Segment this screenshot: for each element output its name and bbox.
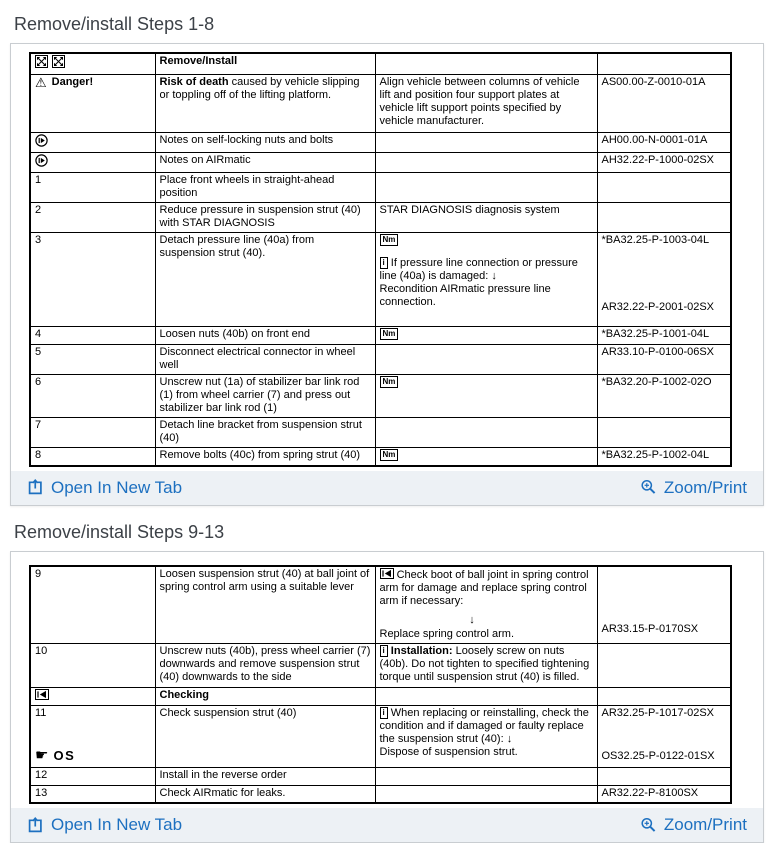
step-description-cell: Install in the reverse order (155, 767, 375, 785)
doc-code-cell: AH32.22-P-1000-02SX (597, 153, 731, 173)
os-label: OS (53, 749, 75, 762)
step-number-cell: 5 (30, 345, 155, 375)
pointing-hand-icon: ☛ (35, 749, 48, 763)
column-header-remove-install: Remove/Install (155, 53, 375, 75)
step-description-cell: Loosen suspension strut (40) at ball joint of spring control arm using a suitable lever (155, 566, 375, 644)
doc-code-cell (597, 705, 731, 767)
table-row-step (30, 448, 731, 466)
info-icon: i (380, 707, 388, 719)
down-arrow-icon: ↓ (507, 733, 513, 745)
note-description-cell: Notes on self-locking nuts and bolts (155, 133, 375, 153)
step-note-cell: STAR DIAGNOSIS diagnosis system (375, 203, 597, 233)
note-icon-cell (30, 133, 155, 153)
danger-label: Danger! (52, 76, 94, 89)
open-in-new-tab-icon (27, 817, 44, 834)
step-description-cell: Disconnect electrical connector in wheel well (155, 345, 375, 375)
doc-code-cell: AH00.00-N-0001-01A (597, 133, 731, 153)
doc-code-cell (597, 566, 731, 644)
open-in-new-tab-icon (27, 479, 44, 496)
table-row-step (30, 375, 731, 418)
step-number-cell: 4 (30, 327, 155, 345)
doc-code-cell: *BA32.25-P-1002-04L (597, 448, 731, 466)
empty-cell (597, 173, 731, 203)
step-description-cell: Remove bolts (40c) from spring strut (40) (155, 448, 375, 466)
zoom-print-link[interactable]: Zoom/Print (640, 478, 747, 498)
danger-note-cell: Align vehicle between columns of vehicle lift and position four support plates at vehicle lift support points specified by vehicle manufacturer. (375, 75, 597, 133)
table-row-step (30, 785, 731, 803)
table-row-danger (30, 75, 731, 133)
panel-body (11, 44, 763, 467)
note-description-cell: Notes on AIRmatic (155, 153, 375, 173)
table-row-step (30, 418, 731, 448)
boxed-check-arrow-icon (380, 568, 394, 579)
steps-table-1-8 (29, 52, 732, 467)
doc-code-cell: *BA32.25-P-1001-04L (597, 327, 731, 345)
page-title-steps-1-8: Remove/install Steps 1-8 (14, 14, 764, 35)
boxed-check-arrow-icon (35, 689, 49, 700)
info-icon: i (380, 645, 388, 657)
step-note-cell: Nm i If pressure line connection or pressure line (40a) is damaged: ↓ Recondition AIRmatic pressure line connection. (375, 233, 597, 327)
table-row-step (30, 705, 731, 767)
step-description-cell: Detach line bracket from suspension strut (40) (155, 418, 375, 448)
magnifier-plus-icon (640, 479, 657, 496)
step-number-cell: 13 (30, 785, 155, 803)
doc-code-cell: AR33.10-P-0100-06SX (597, 345, 731, 375)
torque-nm-icon: Nm (380, 328, 399, 340)
empty-cell (375, 687, 597, 705)
empty-cell (375, 767, 597, 785)
checking-label: Checking (155, 687, 375, 705)
magnifier-plus-icon (640, 817, 657, 834)
table-row-step (30, 233, 731, 327)
warning-triangle-icon: ⚠ (35, 76, 47, 89)
step-note-cell: i When replacing or reinstalling, check the condition and if damaged or faulty replace the suspension strut (40): ↓ Dispose of suspension strut. (375, 705, 597, 767)
step-description-cell: Detach pressure line (40a) from suspension strut (40). (155, 233, 375, 327)
expand-arrows-icon[interactable] (52, 55, 65, 68)
panel-steps-9-13 (10, 551, 764, 843)
step-number-cell: 12 (30, 767, 155, 785)
step-description-cell: Check suspension strut (40) (155, 705, 375, 767)
step-number-cell: 11 ☛ OS (30, 705, 155, 767)
step-note-cell: i Installation: Loosely screw on nuts (40b). Do not tighten to specified tightening torque until suspension strut (40) is filled. (375, 643, 597, 687)
open-in-new-tab-link[interactable]: Open In New Tab (27, 815, 182, 835)
doc-code: AR33.15-P-0170SX (602, 623, 727, 636)
table-row-step (30, 767, 731, 785)
step-description-cell: Unscrew nuts (40b), press wheel carrier (7) downwards and remove suspension strut (40) downwards to the side (155, 643, 375, 687)
doc-code: OS32.25-P-0122-01SX (602, 750, 727, 763)
empty-cell (597, 767, 731, 785)
step-description-cell: Reduce pressure in suspension strut (40) with STAR DIAGNOSIS (155, 203, 375, 233)
step-number-cell: 10 (30, 643, 155, 687)
step-number-cell: 7 (30, 418, 155, 448)
torque-nm-icon: Nm (380, 449, 399, 461)
empty-cell (375, 785, 597, 803)
table-row-note (30, 153, 731, 173)
table-row-note (30, 133, 731, 153)
header-icons-cell (30, 53, 155, 75)
table-row-checking-header (30, 687, 731, 705)
doc-code-cell: *BA32.20-P-1002-02O (597, 375, 731, 418)
table-row-step (30, 566, 731, 644)
table-row-step (30, 327, 731, 345)
down-arrow-icon: ↓ (380, 614, 565, 627)
empty-cell (375, 173, 597, 203)
panel-footer (11, 471, 763, 505)
zoom-print-link[interactable]: Zoom/Print (640, 815, 747, 835)
circled-note-icon (35, 134, 48, 147)
panel-body (11, 552, 763, 805)
step-note-cell (375, 448, 597, 466)
empty-cell (375, 345, 597, 375)
doc-code: AR32.22-P-2001-02SX (602, 301, 727, 314)
step-number-cell: 3 (30, 233, 155, 327)
doc-code-cell: AR32.22-P-8100SX (597, 785, 731, 803)
step-description-cell: Loosen nuts (40b) on front end (155, 327, 375, 345)
empty-cell (375, 153, 597, 173)
step-description-cell: Unscrew nut (1a) of stabilizer bar link rod (1) from wheel carrier (7) and press out stabilizer bar link rod (1) (155, 375, 375, 418)
page-title-steps-9-13: Remove/install Steps 9-13 (14, 522, 764, 543)
step-number-cell: 1 (30, 173, 155, 203)
step-number-cell: 2 (30, 203, 155, 233)
table-row-step (30, 203, 731, 233)
step-description-cell: Place front wheels in straight-ahead position (155, 173, 375, 203)
empty-cell (597, 418, 731, 448)
empty-cell (375, 418, 597, 448)
panel-footer (11, 808, 763, 842)
step-note-cell: Check boot of ball joint in spring control arm for damage and replace spring control arm if necessary: ↓ Replace spring control arm. (375, 566, 597, 644)
doc-code: AR32.25-P-1017-02SX (602, 707, 727, 720)
doc-code-cell: AS00.00-Z-0010-01A (597, 75, 731, 133)
step-description-cell: Check AIRmatic for leaks. (155, 785, 375, 803)
step-number-cell: 8 (30, 448, 155, 466)
empty-cell (597, 643, 731, 687)
empty-cell (375, 53, 597, 75)
doc-code: *BA32.25-P-1003-04L (602, 234, 727, 247)
step-note-cell (375, 327, 597, 345)
checking-icon-cell (30, 687, 155, 705)
table-row-step (30, 643, 731, 687)
empty-cell (597, 53, 731, 75)
step-number-cell: 6 (30, 375, 155, 418)
step-note-cell (375, 375, 597, 418)
steps-table-9-13 (29, 565, 732, 805)
expand-arrows-icon[interactable] (35, 55, 48, 68)
empty-cell (597, 203, 731, 233)
note-icon-cell (30, 153, 155, 173)
empty-cell (375, 133, 597, 153)
down-arrow-icon: ↓ (491, 270, 497, 282)
open-in-new-tab-link[interactable]: Open In New Tab (27, 478, 182, 498)
empty-cell (597, 687, 731, 705)
panel-steps-1-8 (10, 43, 764, 506)
table-row-step (30, 173, 731, 203)
danger-description-cell: Risk of death caused by vehicle slipping or toppling off of the lifting platform. (155, 75, 375, 133)
doc-code-cell (597, 233, 731, 327)
circled-note-icon (35, 154, 48, 167)
danger-label-cell (30, 75, 155, 133)
torque-nm-icon: Nm (380, 234, 399, 246)
table-header-row (30, 53, 731, 75)
table-row-step (30, 345, 731, 375)
step-number-cell: 9 (30, 566, 155, 644)
torque-nm-icon: Nm (380, 376, 399, 388)
info-icon: i (380, 257, 388, 269)
